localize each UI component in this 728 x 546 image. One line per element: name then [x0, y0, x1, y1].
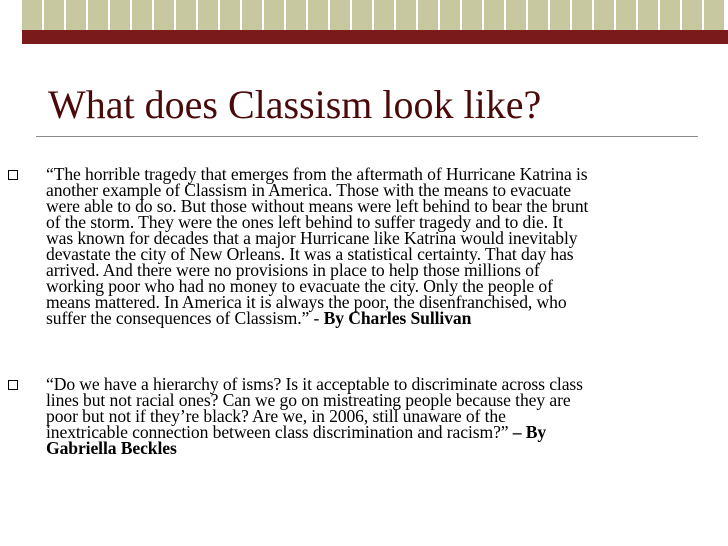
header-band: [0, 0, 728, 44]
band-square: [330, 0, 352, 30]
band-square: [242, 0, 264, 30]
band-square: [88, 0, 110, 30]
band-square: [616, 0, 638, 30]
band-square: [154, 0, 176, 30]
quote-line: arrived. And there were no provisions in place to help those millions of: [46, 260, 540, 280]
title-divider: [36, 136, 698, 137]
band-square: [704, 0, 726, 30]
band-square: [132, 0, 154, 30]
band-square: [198, 0, 220, 30]
band-square: [660, 0, 682, 30]
slide-title: What does Classism look like?: [48, 82, 542, 127]
band-square: [528, 0, 550, 30]
band-square: [418, 0, 440, 30]
band-square: [44, 0, 66, 30]
hollow-square-bullet-icon: [8, 170, 18, 180]
quote-line: working poor who had no money to evacuate the city. Only the people of: [46, 276, 553, 296]
quote-author: By Charles Sullivan: [323, 308, 472, 328]
quote-last-line: [46, 310, 706, 326]
quote-line: of the storm. They were the ones left behind to suffer tragedy and to die. It: [46, 212, 563, 232]
band-square: [484, 0, 506, 30]
band-square: [374, 0, 396, 30]
quote-line-text: suffer the consequences of Classism.” -: [46, 308, 324, 328]
band-square: [594, 0, 616, 30]
band-square: [176, 0, 198, 30]
quote-line: another example of Classism in America. Those with the means to evacuate: [46, 180, 572, 200]
quote-line-text: inextricable connection between class discrimination and racism?”: [46, 422, 513, 442]
quote-beckles: [46, 376, 706, 456]
quote-sullivan: [46, 166, 706, 326]
quote-line: “The horrible tragedy that emerges from the aftermath of Hurricane Katrina is: [46, 164, 588, 184]
quote-line: lines but not racial ones? Can we go on mistreating people because they are: [46, 390, 571, 410]
band-square: [264, 0, 286, 30]
band-square: [396, 0, 418, 30]
quote-line: “Do we have a hierarchy of isms? Is it acceptable to discriminate across class: [46, 374, 583, 394]
band-square: [308, 0, 330, 30]
quote-author-name: Gabriella Beckles: [46, 438, 177, 458]
band-square: [22, 0, 44, 30]
band-square: [220, 0, 242, 30]
band-squares: [22, 0, 728, 30]
band-square: [462, 0, 484, 30]
band-bar: [22, 30, 728, 44]
quote-author: – By: [512, 422, 547, 442]
hollow-square-bullet-icon: [8, 380, 18, 390]
band-square: [506, 0, 528, 30]
quote-line: poor but not if they’re black? Are we, in 2006, still unaware of the: [46, 406, 506, 426]
band-square: [110, 0, 132, 30]
band-square: [682, 0, 704, 30]
band-square: [66, 0, 88, 30]
quote-line: devastate the city of New Orleans. It was a statistical certainty. That day has: [46, 244, 574, 264]
band-square: [352, 0, 374, 30]
quote-line: was known for decades that a major Hurricane like Katrina would inevitably: [46, 228, 578, 248]
band-square: [550, 0, 572, 30]
quote-line: means mattered. In America it is always the poor, the disenfranchised, who: [46, 292, 567, 312]
band-square: [572, 0, 594, 30]
quote-line: were able to do so. But those without means were left behind to bear the brunt: [46, 196, 589, 216]
band-square: [440, 0, 462, 30]
band-square: [286, 0, 308, 30]
band-left-gap: [0, 0, 22, 44]
band-square: [638, 0, 660, 30]
